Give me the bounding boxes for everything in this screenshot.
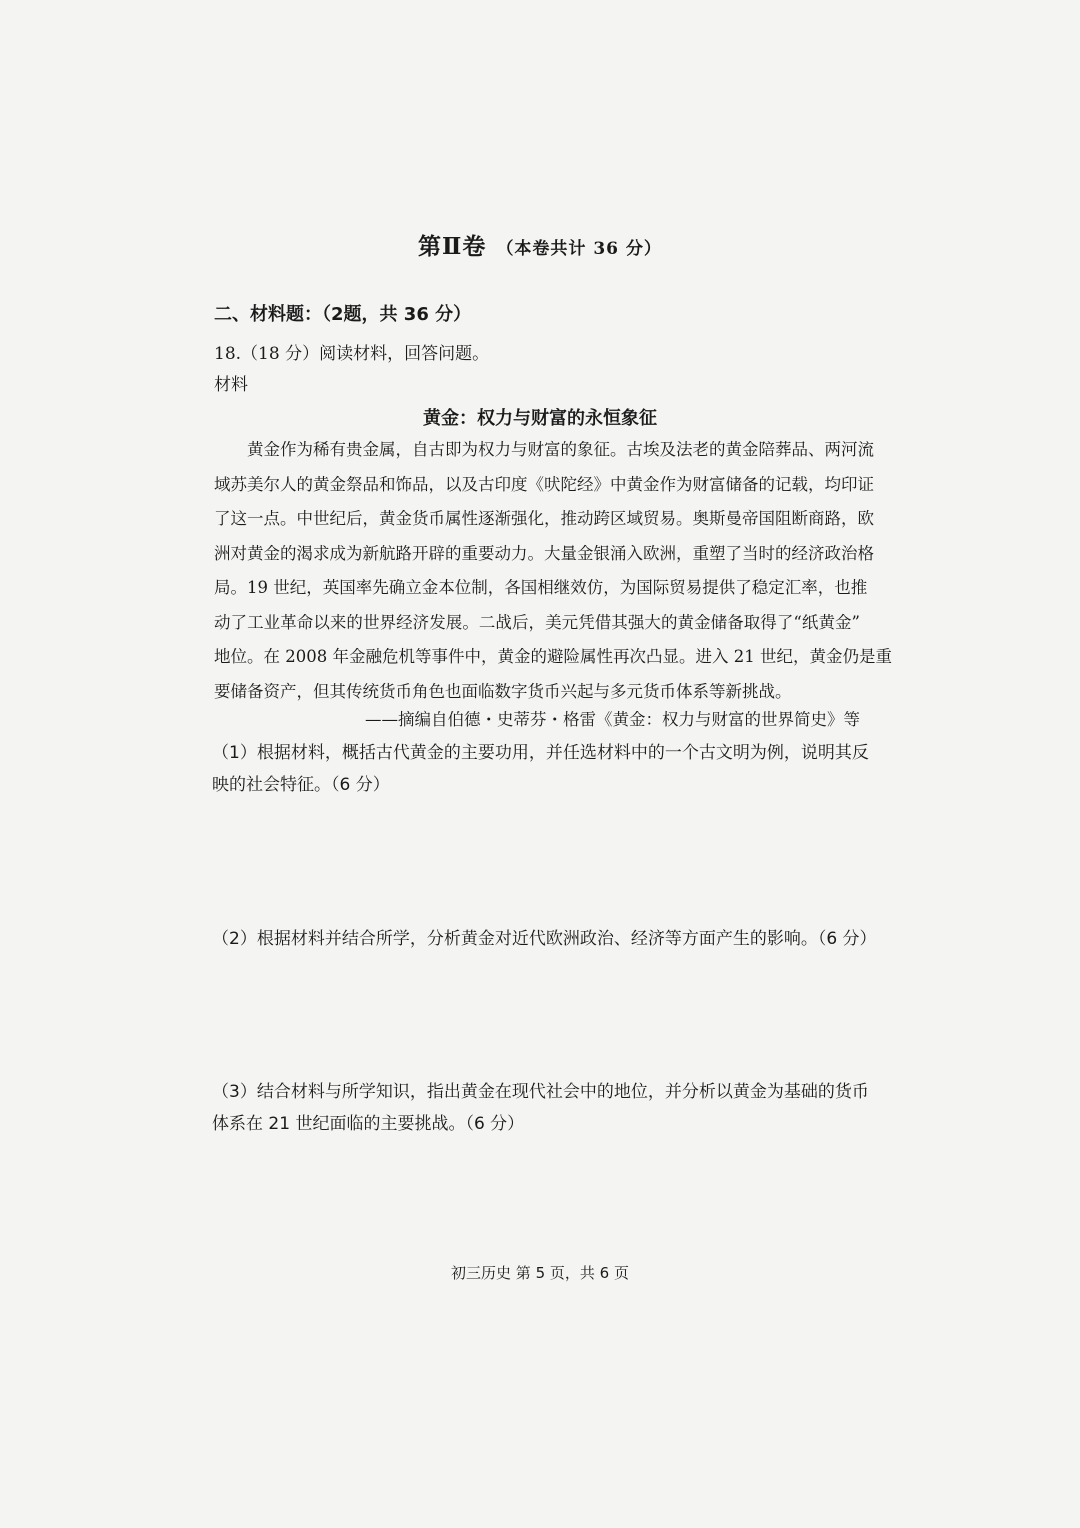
passage-line: 域苏美尔人的黄金祭品和饰品，以及古印度《吠陀经》中黄金作为财富储备的记载，均印证	[214, 474, 874, 494]
sub-question-line: 映的社会特征。（6 分）	[212, 775, 390, 795]
material-label: 材料	[214, 375, 248, 395]
material-source: ——摘编自伯德・史蒂芬・格雷《黄金：权力与财富的世界简史》等	[365, 710, 860, 729]
volume-title	[0, 228, 1080, 261]
sub-question-1	[212, 737, 869, 801]
volume-title-score: （本卷共计 36 分）	[496, 239, 662, 259]
sub-question-2	[212, 923, 877, 955]
sub-question-line: （2）根据材料并结合所学，分析黄金对近代欧洲政治、经济等方面产生的影响。（6 分）	[212, 929, 877, 949]
passage-line: 洲对黄金的渴求成为新航路开辟的重要动力。大量金银涌入欧洲，重塑了当时的经济政治格	[214, 543, 874, 563]
sub-question-line: 体系在 21 世纪面临的主要挑战。（6 分）	[212, 1114, 525, 1134]
material-passage	[214, 433, 892, 709]
passage-line: 了这一点。中世纪后，黄金货币属性逐渐强化，推动跨区域贸易。奥斯曼帝国阻断商路，欧	[214, 509, 874, 528]
sub-question-3	[212, 1076, 869, 1140]
sub-question-line: （3）结合材料与所学知识，指出黄金在现代社会中的地位，并分析以黄金为基础的货币	[212, 1082, 869, 1102]
passage-line: 动了工业革命以来的世界经济发展。二战后，美元凭借其强大的黄金储备取得了“纸黄金”	[214, 612, 860, 632]
material-title: 黄金：权力与财富的永恒象征	[423, 408, 657, 429]
page-footer: 初三历史 第 5 页，共 6 页	[451, 1264, 629, 1282]
sub-question-line: （1）根据材料，概括古代黄金的主要功用，并任选材料中的一个古文明为例，说明其反	[212, 743, 869, 763]
passage-line: 要储备资产，但其传统货币角色也面临数字货币兴起与多元货币体系等新挑战。	[214, 681, 792, 701]
passage-line: 黄金作为稀有贵金属，自古即为权力与财富的象征。古埃及法老的黄金陪葬品、两河流	[247, 440, 874, 459]
question-intro: 18.（18 分）阅读材料，回答问题。	[214, 344, 490, 364]
volume-title-main: 第Ⅱ卷	[418, 233, 487, 260]
passage-line: 地位。在 2008 年金融危机等事件中，黄金的避险属性再次凸显。进入 21 世纪，黄金仍是重	[214, 647, 892, 666]
section-heading: 二、材料题：（2题，共 36 分）	[214, 304, 472, 325]
passage-line: 局。19 世纪，英国率先确立金本位制，各国相继效仿，为国际贸易提供了稳定汇率，也推	[214, 578, 868, 597]
